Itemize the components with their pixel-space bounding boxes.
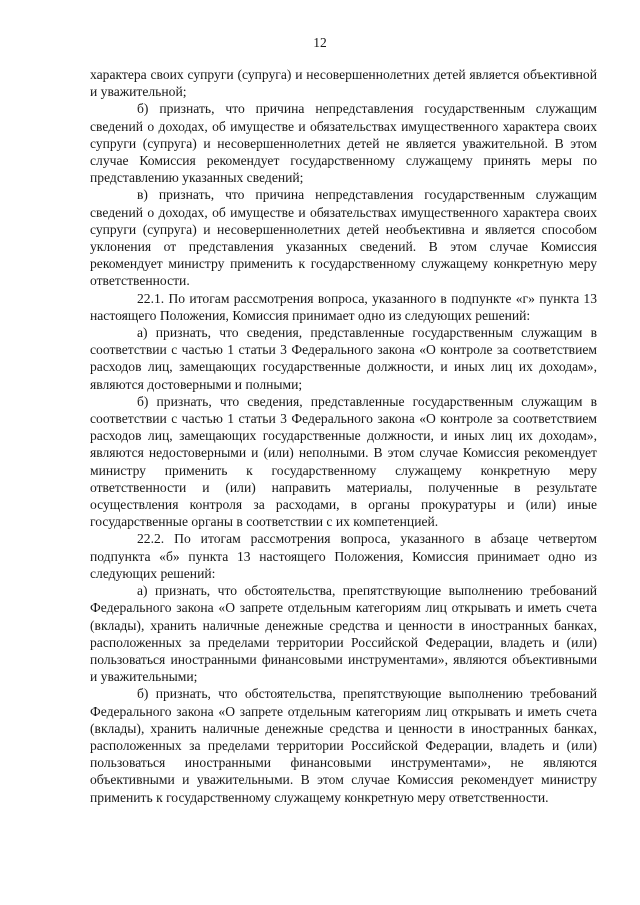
page-number: 12: [313, 35, 327, 50]
paragraph-22-1-a: а) признать, что сведения, представленные государственным служащим в соответствии с частью 1 статьи 3 Федерального закона «О контроле за соответствием расходов лиц, замещающих государственные должности, и иных лиц их доходам», являются достоверными и полными;: [90, 325, 597, 392]
paragraph-continuation: характера своих супруги (супруга) и несовершеннолетних детей является объективной и уважительной;: [90, 67, 597, 100]
paragraph-22-2-intro: 22.2. По итогам рассмотрения вопроса, указанного в абзаце четвертом подпункта «б» пункта 13 настоящего Положения, Комиссия принимает одно из следующих решений:: [90, 531, 597, 581]
paragraph-v-evasion: в) признать, что причина непредставления государственным служащим сведений о доходах, об имуществе и обязательствах имущественного характера своих супруги (супруга) и несовершеннолетних детей необъективна и является способом уклонения от представления указанных сведений. В этом случае Комиссия рекомендует министру применить к государственному служащему конкретную меру ответственности.: [90, 187, 597, 289]
paragraph-22-2-b: б) признать, что обстоятельства, препятствующие выполнению требований Федерального закона «О запрете отдельным категориям лиц открывать и иметь счета (вклады), хранить наличные денежные средства и ценности в иностранных банках, расположенных за пределами территории Российской Федерации, владеть и (или) пользоваться иностранными финансовыми инструментами», не являются объективными и уважительными. В этом случае Комиссия рекомендует министру применить к государственному служащему конкретную меру ответственности.: [90, 686, 597, 805]
paragraph-22-1-b: б) признать, что сведения, представленные государственным служащим в соответствии с частью 1 статьи 3 Федерального закона «О контроле за соответствием расходов лиц, замещающих государственные должности, и иных лиц их доходам», являются недостоверными и (или) неполными. В этом случае Комиссия рекомендует министру применить к государственному служащему конкретную меру ответственности и (или) направить материалы, полученные в результате осуществления контроля за расходами, в органы прокуратуры и (или) иные государственные органы в соответствии с их компетенцией.: [90, 393, 597, 530]
document-body: [90, 66, 597, 806]
paragraph-22-1-intro: 22.1. По итогам рассмотрения вопроса, указанного в подпункте «г» пункта 13 настоящего Положения, Комиссия принимает одно из следующих решений:: [90, 290, 597, 323]
paragraph-22-2-a: а) признать, что обстоятельства, препятствующие выполнению требований Федерального закона «О запрете отдельным категориям лиц открывать и иметь счета (вклады), хранить наличные денежные средства и ценности в иностранных банках, расположенных за пределами территории Российской Федерации, владеть и (или) пользоваться иностранными финансовыми инструментами», являются объективными и уважительными;: [90, 583, 597, 685]
paragraph-b-excuse-not-valid: б) признать, что причина непредставления государственным служащим сведений о доходах, об имуществе и обязательствах имущественного характера своих супруги (супруга) и несовершеннолетних детей не является уважительной. В этом случае Комиссия рекомендует государственному служащему принять меры по представлению указанных сведений;: [90, 101, 597, 186]
